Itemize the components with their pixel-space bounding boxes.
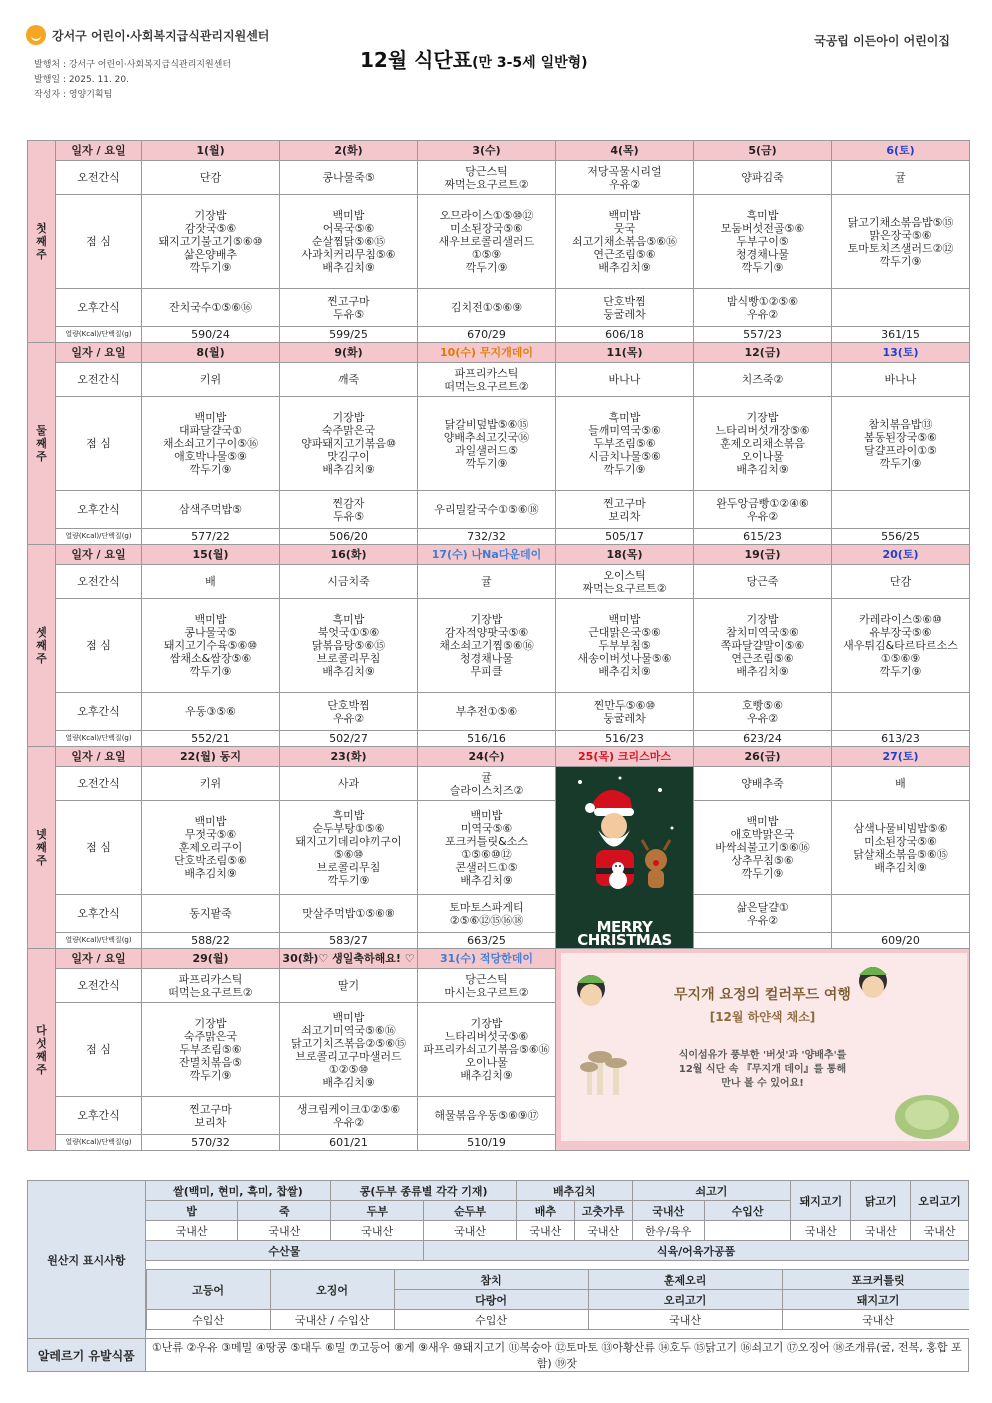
week-label: 다 섯 째 주 bbox=[28, 949, 56, 1151]
week-label: 둘 째 주 bbox=[28, 343, 56, 545]
row-label-kcal: 열량(Kcal)/단백질(g) bbox=[56, 1135, 142, 1151]
tofu-head: 두부 bbox=[331, 1201, 424, 1221]
day-header: 25(목) 크리스마스 bbox=[556, 747, 694, 767]
publish-date: 발행일 : 2025. 11. 20. bbox=[34, 75, 129, 85]
origin-sub-wrap bbox=[145, 1261, 968, 1339]
day-header: 22(월) 동지 bbox=[142, 747, 280, 767]
origin-value bbox=[704, 1221, 791, 1241]
morning-cell: 바나나 bbox=[832, 363, 970, 397]
morning-cell: 오이스틱 짜먹는요구르트② bbox=[556, 565, 694, 599]
chili-head: 고춧가루 bbox=[574, 1201, 632, 1221]
lunch-cell: 백미밥 어묵국⑤⑥ 순살찜닭⑤⑥⑮ 사과치커리무침⑤⑥ 배추김치⑨ bbox=[280, 195, 418, 289]
week-3-hd-row bbox=[28, 545, 970, 565]
row-label-hd: 일자 / 요일 bbox=[56, 747, 142, 767]
page-header bbox=[0, 0, 992, 140]
lunch-cell: 백미밥 무젓국⑤⑥ 훈제오리구이 단호박조림⑤⑥ 배추김치⑨ bbox=[142, 801, 280, 895]
morning-cell: 저당곡물시리얼 우유② bbox=[556, 161, 694, 195]
seafood-head: 수산물 bbox=[145, 1241, 424, 1261]
morning-cell: 파프리카스틱 떠먹는요구르트② bbox=[142, 969, 280, 1003]
lunch-cell: 흑미밥 순두부탕①⑤⑥ 돼지고기데리야끼구이 ⑤⑥⑩ 브로콜리무침 깍두기⑨ bbox=[280, 801, 418, 895]
kcal-cell: 361/15 bbox=[832, 327, 970, 343]
afternoon-cell: 잔치국수①⑤⑥⑯ bbox=[142, 289, 280, 327]
lunch-cell: 참치볶음밥⑬ 봄동된장국⑤⑥ 달걀프라이①⑤ 깍두기⑨ bbox=[832, 397, 970, 491]
kcal-cell bbox=[694, 933, 832, 949]
row-label-kcal: 열량(Kcal)/단백질(g) bbox=[56, 933, 142, 949]
afternoon-cell: 부추전①⑤⑥ bbox=[418, 693, 556, 731]
morning-cell: 사과 bbox=[280, 767, 418, 801]
kcal-cell: 583/27 bbox=[280, 933, 418, 949]
lunch-cell: 닭고기채소볶음밥⑤⑮ 맑은장국⑤⑥ 토마토치즈샐러드②⑫ 깍두기⑨ bbox=[832, 195, 970, 289]
christmas-text: MERRY CHRISTMAS bbox=[577, 918, 672, 949]
kcal-cell: 606/18 bbox=[556, 327, 694, 343]
morning-cell: 치즈죽② bbox=[694, 363, 832, 397]
kcal-cell: 623/24 bbox=[694, 731, 832, 747]
afternoon-cell: 삶은달걀① 우유② bbox=[694, 895, 832, 933]
week-label: 넷 째 주 bbox=[28, 747, 56, 949]
origin-value: 국내산 bbox=[238, 1221, 331, 1241]
row-label-kcal: 열량(Kcal)/단백질(g) bbox=[56, 731, 142, 747]
afternoon-cell: 찐고구마 보리차 bbox=[556, 491, 694, 529]
morning-cell: 바나나 bbox=[556, 363, 694, 397]
chicken-head: 닭고기 bbox=[851, 1181, 911, 1221]
afternoon-cell: 해물볶음우동⑤⑥⑨⑰ bbox=[418, 1097, 556, 1135]
morning-cell: 귤 슬라이스치즈② bbox=[418, 767, 556, 801]
week-label: 셋 째 주 bbox=[28, 545, 56, 747]
row-label-hd: 일자 / 요일 bbox=[56, 949, 142, 969]
day-header: 8(월) bbox=[142, 343, 280, 363]
row-label-morning: 오전간식 bbox=[56, 161, 142, 195]
kcal-cell: 588/22 bbox=[142, 933, 280, 949]
origin-value: 국내산 bbox=[851, 1221, 911, 1241]
afternoon-cell bbox=[832, 289, 970, 327]
lunch-cell: 흑미밥 들깨미역국⑤⑥ 두부조림⑤⑥ 시금치나물⑤⑥ 깍두기⑨ bbox=[556, 397, 694, 491]
week-2-kcal-row bbox=[28, 529, 970, 545]
lunch-cell: 기장밥 감자적양팟국⑤⑥ 채소쇠고기찜⑤⑥⑯ 청경채나물 무피클 bbox=[418, 599, 556, 693]
tuna-head: 참치 bbox=[394, 1270, 588, 1290]
origin-value: 수입산 bbox=[146, 1310, 270, 1330]
row-label-afternoon: 오후간식 bbox=[56, 289, 142, 327]
week-1-morning-row bbox=[28, 161, 970, 195]
day-header: 20(토) bbox=[832, 545, 970, 565]
morning-cell: 귤 bbox=[832, 161, 970, 195]
duck-head: 오리고기 bbox=[911, 1181, 969, 1221]
publish-meta bbox=[34, 58, 231, 103]
afternoon-cell: 김치전①⑤⑥⑨ bbox=[418, 289, 556, 327]
afternoon-cell: 맛살주먹밥①⑤⑥⑧ bbox=[280, 895, 418, 933]
kcal-cell: 570/32 bbox=[142, 1135, 280, 1151]
promo-illustration bbox=[557, 949, 970, 1145]
afternoon-cell bbox=[832, 491, 970, 529]
origin-sub-table bbox=[146, 1269, 969, 1330]
day-header: 5(금) bbox=[694, 141, 832, 161]
week-4-hd-row bbox=[28, 747, 970, 767]
origin-value: 국내산 bbox=[588, 1310, 782, 1330]
row-label-hd: 일자 / 요일 bbox=[56, 343, 142, 363]
lunch-cell: 기장밥 느타리버섯국⑤⑥ 파프리카쇠고기볶음⑤⑥⑯ 오이나물 배추김치⑨ bbox=[418, 1003, 556, 1097]
morning-cell: 단감 bbox=[142, 161, 280, 195]
origin-value: 국내산 bbox=[424, 1221, 517, 1241]
mackerel-head: 고등어 bbox=[146, 1270, 270, 1310]
duckmeat-head: 오리고기 bbox=[588, 1290, 782, 1310]
author: 작성자 : 영양기획팀 bbox=[34, 90, 113, 100]
day-header: 19(금) bbox=[694, 545, 832, 565]
kcal-cell: 552/21 bbox=[142, 731, 280, 747]
morning-cell: 딸기 bbox=[280, 969, 418, 1003]
row-label-morning: 오전간식 bbox=[56, 565, 142, 599]
morning-cell: 당근스틱 짜먹는요구르트② bbox=[418, 161, 556, 195]
lunch-cell: 기장밥 숙주맑은국 두부조림⑤⑥ 잔멸치볶음⑤ 깍두기⑨ bbox=[142, 1003, 280, 1097]
lunch-cell: 백미밥 쇠고기미역국⑤⑥⑯ 닭고기치즈볶음②⑤⑥⑮ 브로콜리고구마샐러드 ①②⑤⑩ 배추김치⑨ bbox=[280, 1003, 418, 1097]
day-header: 16(화) bbox=[280, 545, 418, 565]
week-3-morning-row bbox=[28, 565, 970, 599]
kcal-cell: 516/16 bbox=[418, 731, 556, 747]
day-header: 13(토) bbox=[832, 343, 970, 363]
row-label-lunch: 점 심 bbox=[56, 397, 142, 491]
smile-logo-icon bbox=[26, 25, 46, 45]
morning-cell: 파프리카스틱 떠먹는요구르트② bbox=[418, 363, 556, 397]
afternoon-cell: 동지팥죽 bbox=[142, 895, 280, 933]
day-header: 2(화) bbox=[280, 141, 418, 161]
grain-head: 쌀(백미, 현미, 흑미, 찹쌀) bbox=[145, 1181, 331, 1201]
smokedduck-head: 훈제오리 bbox=[588, 1270, 782, 1290]
afternoon-cell: 호빵⑤⑥ 우유② bbox=[694, 693, 832, 731]
morning-cell: 귤 bbox=[418, 565, 556, 599]
kcal-cell: 505/17 bbox=[556, 529, 694, 545]
lunch-cell: 백미밥 근대맑은국⑤⑥ 두부부침⑤ 새송이버섯나물⑤⑥ 배추김치⑨ bbox=[556, 599, 694, 693]
porkcutlet-head: 포크커틀릿 bbox=[782, 1270, 968, 1290]
morning-cell: 배 bbox=[832, 767, 970, 801]
pork-head: 돼지고기 bbox=[791, 1181, 851, 1221]
row-label-kcal: 열량(Kcal)/단백질(g) bbox=[56, 529, 142, 545]
domestic-head: 국내산 bbox=[632, 1201, 704, 1221]
kcal-cell: 510/19 bbox=[418, 1135, 556, 1151]
afternoon-cell: 삼색주먹밥⑤ bbox=[142, 491, 280, 529]
row-label-morning: 오전간식 bbox=[56, 363, 142, 397]
origin-value: 국내산 bbox=[782, 1310, 968, 1330]
day-header: 9(화) bbox=[280, 343, 418, 363]
kcal-cell: 556/25 bbox=[832, 529, 970, 545]
day-header: 30(화)♡ 생일축하해요! ♡ bbox=[280, 949, 418, 969]
center-name: 국공립 이든아이 어린이집 bbox=[814, 34, 950, 48]
week-4-afternoon-row bbox=[28, 895, 970, 933]
morning-cell: 당근스틱 마시는요구르트② bbox=[418, 969, 556, 1003]
week-3-lunch-row bbox=[28, 599, 970, 693]
morning-cell: 양파김죽 bbox=[694, 161, 832, 195]
origin-value: 국내산 / 수입산 bbox=[270, 1310, 394, 1330]
day-header: 6(토) bbox=[832, 141, 970, 161]
afternoon-cell: 찐감자 두유⑤ bbox=[280, 491, 418, 529]
lunch-cell: 기장밥 느타리버섯개장⑤⑥ 훈제오리채소볶음 오이나물 배추김치⑨ bbox=[694, 397, 832, 491]
week-5-hd-row bbox=[28, 949, 970, 969]
afternoon-cell bbox=[832, 693, 970, 731]
publisher: 발행처 : 강서구 어린이·사회복지급식관리지원센터 bbox=[34, 60, 232, 70]
kcal-cell: 615/23 bbox=[694, 529, 832, 545]
lunch-cell: 닭갈비덮밥⑤⑥⑮ 양배추쇠고깃국⑯ 과일샐러드⑤ 깍두기⑨ bbox=[418, 397, 556, 491]
lunch-cell: 흑미밥 북엇국①⑤⑥ 닭볶음탕⑤⑥⑮ 브로콜리무침 배추김치⑨ bbox=[280, 599, 418, 693]
origin-value: 국내산 bbox=[574, 1221, 632, 1241]
day-header: 15(월) bbox=[142, 545, 280, 565]
day-header: 4(목) bbox=[556, 141, 694, 161]
morning-cell: 콩나물죽⑤ bbox=[280, 161, 418, 195]
afternoon-cell: 찐고구마 보리차 bbox=[142, 1097, 280, 1135]
row-label-lunch: 점 심 bbox=[56, 599, 142, 693]
kcal-cell: 599/25 bbox=[280, 327, 418, 343]
imported-head: 수입산 bbox=[704, 1201, 791, 1221]
day-header: 3(수) bbox=[418, 141, 556, 161]
row-label-afternoon: 오후간식 bbox=[56, 693, 142, 731]
afternoon-cell: 단호박찜 우유② bbox=[280, 693, 418, 731]
origin-table bbox=[27, 1180, 969, 1372]
row-label-afternoon: 오후간식 bbox=[56, 491, 142, 529]
afternoon-cell: 우동③⑤⑥ bbox=[142, 693, 280, 731]
lunch-cell: 백미밥 뭇국 쇠고기채소볶음⑤⑥⑯ 연근조림⑤⑥ 배추김치⑨ bbox=[556, 195, 694, 289]
afternoon-cell: 생크림케이크①②⑤⑥ 우유② bbox=[280, 1097, 418, 1135]
lunch-cell: 백미밥 콩나물국⑤ 돼지고기수육⑤⑥⑩ 쌈채소&쌈장⑤⑥ 깍두기⑨ bbox=[142, 599, 280, 693]
afternoon-cell: 단호박찜 둥굴레차 bbox=[556, 289, 694, 327]
lunch-cell: 오므라이스①⑤⑩⑫ 미소된장국⑤⑥ 새우브로콜리샐러드 ①⑤⑨ 깍두기⑨ bbox=[418, 195, 556, 289]
kcal-cell: 577/22 bbox=[142, 529, 280, 545]
porridge-head: 죽 bbox=[238, 1201, 331, 1221]
menu-table bbox=[27, 140, 970, 1151]
lunch-cell: 기장밥 참치미역국⑤⑥ 쪽파달걀말이⑤⑥ 연근조림⑤⑥ 배추김치⑨ bbox=[694, 599, 832, 693]
origin-value: 한우/육우 bbox=[632, 1221, 704, 1241]
row-label-lunch: 점 심 bbox=[56, 1003, 142, 1097]
allergy-list: ①난류 ②우유 ③메밀 ④땅콩 ⑤대두 ⑥밀 ⑦고등어 ⑧게 ⑨새우 ⑩돼지고기 ⑪복숭아 ⑫토마토 ⑬아황산류 ⑭호두 ⑮닭고기 ⑯쇠고기 ⑰오징어 ⑱조개류(굴, 전복, 홍합 포함) ⑲잣 bbox=[145, 1339, 968, 1372]
row-label-afternoon: 오후간식 bbox=[56, 895, 142, 933]
week-2-hd-row bbox=[28, 343, 970, 363]
lunch-cell: 흑미밥 모둠버섯전골⑤⑥ 두부구이⑤ 청경채나물 깍두기⑨ bbox=[694, 195, 832, 289]
kcal-cell: 557/23 bbox=[694, 327, 832, 343]
org-logo bbox=[26, 25, 269, 45]
morning-cell: 단감 bbox=[832, 565, 970, 599]
colorfood-promo bbox=[556, 949, 970, 1151]
day-header: 12(금) bbox=[694, 343, 832, 363]
processed-head: 식육/어육가공품 bbox=[424, 1241, 969, 1261]
lunch-cell: 삼색나물비빔밥⑤⑥ 미소된장국⑤⑥ 닭살채소볶음⑤⑥⑮ 배추김치⑨ bbox=[832, 801, 970, 895]
morning-cell: 당근죽 bbox=[694, 565, 832, 599]
week-2-afternoon-row bbox=[28, 491, 970, 529]
day-header: 31(수) 적당한데이 bbox=[418, 949, 556, 969]
row-label-morning: 오전간식 bbox=[56, 969, 142, 1003]
origin-value: 수입산 bbox=[394, 1310, 588, 1330]
day-header: 18(목) bbox=[556, 545, 694, 565]
kimchi-head: 배추김치 bbox=[516, 1181, 632, 1201]
week-1-hd-row bbox=[28, 141, 970, 161]
fishcake-head: 다랑어 bbox=[394, 1290, 588, 1310]
porkmeat-head: 돼지고기 bbox=[782, 1290, 968, 1310]
beef-head: 쇠고기 bbox=[632, 1181, 791, 1201]
kcal-cell: 613/23 bbox=[832, 731, 970, 747]
week-4-kcal-row bbox=[28, 933, 970, 949]
kcal-cell: 601/21 bbox=[280, 1135, 418, 1151]
morning-cell: 시금치죽 bbox=[280, 565, 418, 599]
week-1-kcal-row bbox=[28, 327, 970, 343]
kcal-cell: 590/24 bbox=[142, 327, 280, 343]
promo-box bbox=[557, 949, 968, 1150]
day-header: 23(화) bbox=[280, 747, 418, 767]
kcal-cell: 506/20 bbox=[280, 529, 418, 545]
week-2-morning-row bbox=[28, 363, 970, 397]
lunch-cell: 기장밥 숙주맑은국 양파돼지고기볶음⑩ 맛김구이 배추김치⑨ bbox=[280, 397, 418, 491]
origin-value: 국내산 bbox=[331, 1221, 424, 1241]
origin-value: 국내산 bbox=[791, 1221, 851, 1241]
lunch-cell: 백미밥 애호박맑은국 바싹쇠불고기⑤⑥⑯ 상추무침⑤⑥ 깍두기⑨ bbox=[694, 801, 832, 895]
origin-value: 국내산 bbox=[911, 1221, 969, 1241]
week-4-lunch-row bbox=[28, 801, 970, 895]
promo-body: 식이섬유가 풍부한 '버섯'과 '양배추'를 12월 식단 속 『무지개 데이』를 통해 만나 볼 수 있어요! bbox=[678, 1050, 847, 1089]
day-header: 29(월) bbox=[142, 949, 280, 969]
day-header: 27(토) bbox=[832, 747, 970, 767]
row-label-afternoon: 오후간식 bbox=[56, 1097, 142, 1135]
day-header: 10(수) 무지개데이 bbox=[418, 343, 556, 363]
afternoon-cell bbox=[832, 895, 970, 933]
afternoon-cell: 찐고구마 두유⑤ bbox=[280, 289, 418, 327]
kcal-cell: 609/20 bbox=[832, 933, 970, 949]
row-label-morning: 오전간식 bbox=[56, 767, 142, 801]
christmas-banner bbox=[556, 767, 694, 949]
morning-cell: 키위 bbox=[142, 767, 280, 801]
week-3-kcal-row bbox=[28, 731, 970, 747]
promo-subtitle: [12월 하얀색 채소] bbox=[709, 1010, 816, 1024]
afternoon-cell: 완두앙금빵①②④⑥ 우유② bbox=[694, 491, 832, 529]
squid-head: 오징어 bbox=[270, 1270, 394, 1310]
day-header: 1(월) bbox=[142, 141, 280, 161]
allergy-title: 알레르기 유발식품 bbox=[28, 1339, 146, 1372]
week-4-morning-row bbox=[28, 767, 970, 801]
page-subtitle: (만 3-5세 일반형) bbox=[472, 55, 588, 71]
week-1-afternoon-row bbox=[28, 289, 970, 327]
row-label-kcal: 열량(Kcal)/단백질(g) bbox=[56, 327, 142, 343]
kcal-cell: 670/29 bbox=[418, 327, 556, 343]
week-label: 첫 째 주 bbox=[28, 141, 56, 343]
cabbage-head: 배추 bbox=[516, 1201, 574, 1221]
row-label-hd: 일자 / 요일 bbox=[56, 141, 142, 161]
bean-head: 콩(두부 종류별 각각 기재) bbox=[331, 1181, 517, 1201]
morning-cell: 양배추죽 bbox=[694, 767, 832, 801]
week-1-lunch-row bbox=[28, 195, 970, 289]
christmas-art bbox=[557, 768, 692, 947]
rice-head: 밥 bbox=[145, 1201, 238, 1221]
kcal-cell: 732/32 bbox=[418, 529, 556, 545]
kcal-cell: 663/25 bbox=[418, 933, 556, 949]
row-label-hd: 일자 / 요일 bbox=[56, 545, 142, 565]
afternoon-cell: 토마토스파게티 ②⑤⑥⑫⑮⑯⑱ bbox=[418, 895, 556, 933]
week-3-afternoon-row bbox=[28, 693, 970, 731]
morning-cell: 배 bbox=[142, 565, 280, 599]
santa-illustration bbox=[560, 768, 690, 918]
softtofu-head: 순두부 bbox=[424, 1201, 517, 1221]
kcal-cell: 502/27 bbox=[280, 731, 418, 747]
page-title: 12월 식단표(만 3-5세 일반형) bbox=[360, 48, 588, 72]
afternoon-cell: 찐만두⑤⑥⑩ 둥굴레차 bbox=[556, 693, 694, 731]
origin-value: 국내산 bbox=[145, 1221, 238, 1241]
morning-cell: 키위 bbox=[142, 363, 280, 397]
week-2-lunch-row bbox=[28, 397, 970, 491]
day-header: 17(수) 나Na다운데이 bbox=[418, 545, 556, 565]
afternoon-cell: 우리밀칼국수①⑤⑥⑱ bbox=[418, 491, 556, 529]
origin-title: 원산지 표시사항 bbox=[28, 1181, 146, 1339]
day-header: 26(금) bbox=[694, 747, 832, 767]
row-label-lunch: 점 심 bbox=[56, 195, 142, 289]
afternoon-cell: 밤식빵①②⑤⑥ 우유② bbox=[694, 289, 832, 327]
lunch-cell: 카레라이스⑤⑥⑩ 유부장국⑤⑥ 새우튀김&타르타르소스 ①⑤⑥⑨ 깍두기⑨ bbox=[832, 599, 970, 693]
kcal-cell: 516/23 bbox=[556, 731, 694, 747]
row-label-lunch: 점 심 bbox=[56, 801, 142, 895]
lunch-cell: 백미밥 미역국⑤⑥ 포크커틀릿&소스 ①⑤⑥⑩⑫ 콘샐러드①⑤ 배추김치⑨ bbox=[418, 801, 556, 895]
origin-value: 국내산 bbox=[516, 1221, 574, 1241]
day-header: 11(목) bbox=[556, 343, 694, 363]
lunch-cell: 백미밥 대파달걀국① 채소쇠고기구이⑤⑯ 애호박나물⑤⑨ 깍두기⑨ bbox=[142, 397, 280, 491]
org-name: 강서구 어린이·사회복지급식관리지원센터 bbox=[52, 28, 270, 43]
morning-cell: 깨죽 bbox=[280, 363, 418, 397]
day-header: 24(수) bbox=[418, 747, 556, 767]
promo-title: 무지개 요정의 컬러푸드 여행 bbox=[674, 987, 851, 1003]
lunch-cell: 기장밥 감잣국⑤⑥ 돼지고기불고기⑤⑥⑩ 삶은양배추 깍두기⑨ bbox=[142, 195, 280, 289]
